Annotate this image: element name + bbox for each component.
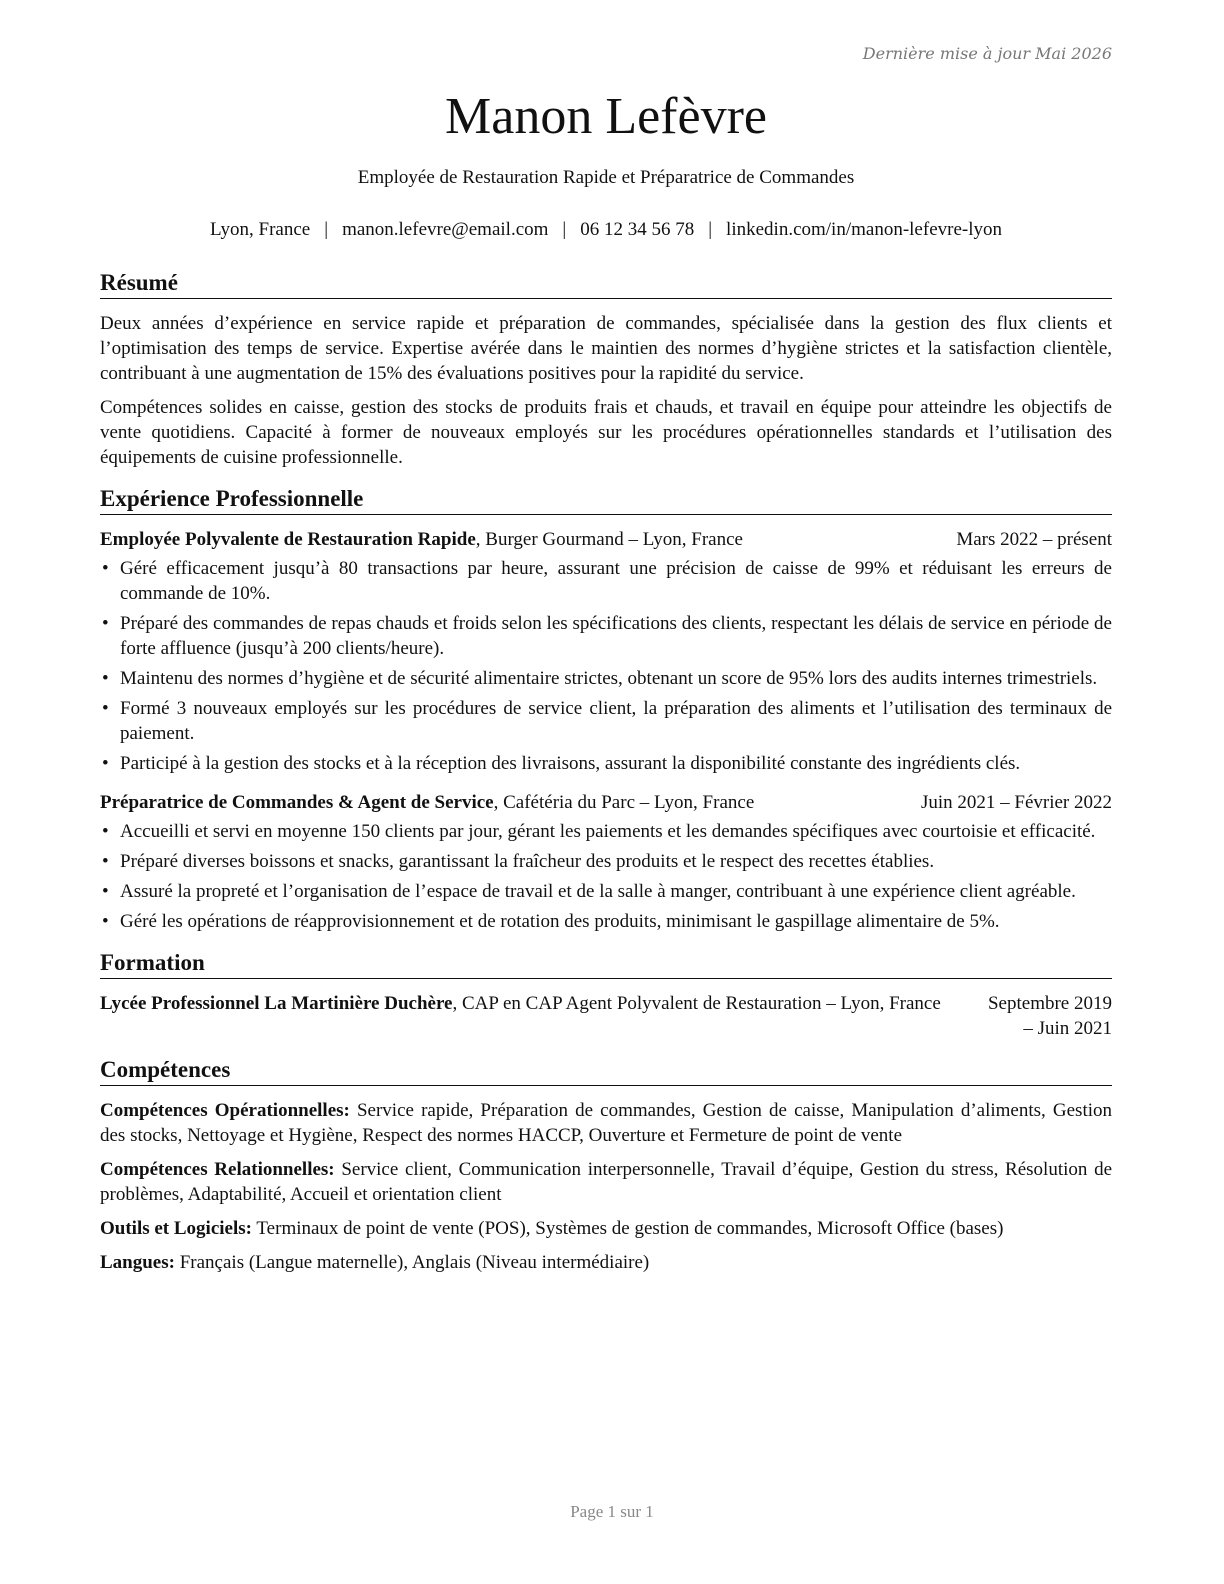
skill-label: Langues: xyxy=(100,1252,175,1273)
list-item xyxy=(100,751,1112,776)
bullet-text: Assuré la propreté et l’organisation de l’espace de travail et de la salle à manger, contribuant à une expérience client agréable. xyxy=(120,881,1076,902)
resume-content xyxy=(100,268,1112,1289)
job-company: , Cafétéria du Parc – Lyon, France xyxy=(493,792,755,813)
bullet-text: Préparé des commandes de repas chauds et froids selon les spécifications des clients, respectant les délais de service en période de forte affluence (jusqu’à 200 clients/heure). xyxy=(120,613,1112,659)
education-school: Lycée Professionnel La Martinière Duchère xyxy=(100,993,453,1014)
education-heading: Formation xyxy=(100,948,1112,979)
skills-heading: Compétences xyxy=(100,1055,1112,1086)
education-section xyxy=(100,948,1112,1041)
summary-heading: Résumé xyxy=(100,268,1112,299)
skill-value: Terminaux de point de vente (POS), Systèmes de gestion de commandes, Microsoft Office (bases) xyxy=(256,1218,1004,1239)
list-item xyxy=(100,819,1112,844)
job-entry xyxy=(100,790,1112,934)
experience-section xyxy=(100,484,1112,934)
experience-heading: Expérience Professionnelle xyxy=(100,484,1112,515)
list-item xyxy=(100,556,1112,606)
education-description xyxy=(100,991,980,1016)
list-item xyxy=(100,909,1112,934)
contact-separator: | xyxy=(708,219,713,240)
job-bullets xyxy=(100,819,1112,934)
education-entry xyxy=(100,991,1112,1041)
contact-linkedin[interactable]: linkedin.com/in/manon-lefevre-lyon xyxy=(726,219,1002,240)
skill-group xyxy=(100,1098,1112,1148)
candidate-name: Manon Lefèvre xyxy=(445,88,767,145)
job-bullets xyxy=(100,556,1112,776)
bullet-icon: • xyxy=(102,698,109,719)
bullet-icon: • xyxy=(102,911,109,932)
page-number: Page 1 sur 1 xyxy=(570,1502,654,1521)
skill-group xyxy=(100,1216,1112,1241)
job-entry xyxy=(100,527,1112,776)
skill-group xyxy=(100,1250,1112,1275)
contact-phone[interactable]: 06 12 34 56 78 xyxy=(580,219,695,240)
job-dates: Mars 2022 – présent xyxy=(956,529,1112,550)
job-title-line xyxy=(100,790,754,815)
bullet-text: Participé à la gestion des stocks et à la réception des livraisons, assurant la disponibilité constante des ingrédients clés. xyxy=(120,753,1021,774)
skill-label: Compétences Relationnelles: xyxy=(100,1159,335,1180)
skill-value: Français (Langue maternelle), Anglais (Niveau intermédiaire) xyxy=(179,1252,650,1273)
summary-paragraph: Compétences solides en caisse, gestion des stocks de produits frais et chauds, et travail en équipe pour atteindre les objectifs de vente quotidiens. Capacité à former de nouveaux employés sur les procédures opérationnelles standards et l’utilisation des équipements de cuisine professionnelle. xyxy=(100,397,1112,468)
candidate-title: Employée de Restauration Rapide et Préparatrice de Commandes xyxy=(357,167,855,188)
contact-separator: | xyxy=(562,219,567,240)
list-item xyxy=(100,666,1112,691)
list-item xyxy=(100,696,1112,746)
bullet-text: Géré les opérations de réapprovisionnement et de rotation des produits, minimisant le gaspillage alimentaire de 5%. xyxy=(120,911,1000,932)
bullet-icon: • xyxy=(102,881,109,902)
job-header xyxy=(100,527,1112,552)
bullet-icon: • xyxy=(102,821,109,842)
education-details: , CAP en CAP Agent Polyvalent de Restauration – Lyon, France xyxy=(452,993,941,1014)
education-dates: Septembre 2019 – Juin 2021 xyxy=(987,993,1112,1039)
last-updated-note: Dernière mise à jour Mai 2026 xyxy=(862,44,1112,63)
job-company: , Burger Gourmand – Lyon, France xyxy=(475,529,743,550)
bullet-text: Géré efficacement jusqu’à 80 transactions par heure, assurant une précision de caisse de 99% et réduisant les erreurs de commande de 10%. xyxy=(120,558,1112,604)
job-role: Employée Polyvalente de Restauration Rapide xyxy=(100,529,476,550)
contact-email[interactable]: manon.lefevre@email.com xyxy=(342,219,549,240)
contact-separator: | xyxy=(324,219,329,240)
list-item xyxy=(100,879,1112,904)
list-item xyxy=(100,611,1112,661)
job-dates: Juin 2021 – Février 2022 xyxy=(920,792,1112,813)
skill-label: Outils et Logiciels: xyxy=(100,1218,252,1239)
bullet-text: Préparé diverses boissons et snacks, garantissant la fraîcheur des produits et le respect des recettes établies. xyxy=(120,851,935,872)
skills-section xyxy=(100,1055,1112,1275)
skill-label: Compétences Opérationnelles: xyxy=(100,1100,350,1121)
bullet-text: Maintenu des normes d’hygiène et de sécurité alimentaire strictes, obtenant un score de 95% lors des audits internes trimestriels. xyxy=(120,668,1098,689)
job-role: Préparatrice de Commandes & Agent de Service xyxy=(100,792,494,813)
bullet-icon: • xyxy=(102,558,109,579)
list-item xyxy=(100,849,1112,874)
skill-group xyxy=(100,1157,1112,1207)
job-header xyxy=(100,790,1112,815)
bullet-icon: • xyxy=(102,613,109,634)
contact-line xyxy=(100,219,1112,241)
bullet-text: Formé 3 nouveaux employés sur les procédures de service client, la préparation des aliments et l’utilisation des terminaux de paiement. xyxy=(120,698,1112,744)
summary-section xyxy=(100,268,1112,470)
bullet-icon: • xyxy=(102,851,109,872)
skill-value: Service client, Communication interpersonnelle, Travail d’équipe, Gestion du stress, Résolution de problèmes, Adaptabilité, Accueil et orientation client xyxy=(100,1159,1113,1205)
job-title-line xyxy=(100,527,743,552)
bullet-icon: • xyxy=(102,668,109,689)
summary-paragraph: Deux années d’expérience en service rapide et préparation de commandes, spécialisée dans la gestion des flux clients et l’optimisation des temps de service. Expertise avérée dans le maintien des normes d’hygiène strictes et la satisfaction clientèle, contribuant à une augmentation de 15% des évaluations positives pour la rapidité du service. xyxy=(100,313,1112,384)
bullet-text: Accueilli et servi en moyenne 150 clients par jour, gérant les paiements et les demandes spécifiques avec courtoisie et efficacité. xyxy=(120,821,1096,842)
bullet-icon: • xyxy=(102,753,109,774)
skill-value: Service rapide, Préparation de commandes, Gestion de caisse, Manipulation d’aliments, Gestion des stocks, Nettoyage et Hygiène, Respect des normes HACCP, Ouverture et Fermeture de point de vente xyxy=(100,1100,1113,1146)
contact-location: Lyon, France xyxy=(209,219,311,240)
